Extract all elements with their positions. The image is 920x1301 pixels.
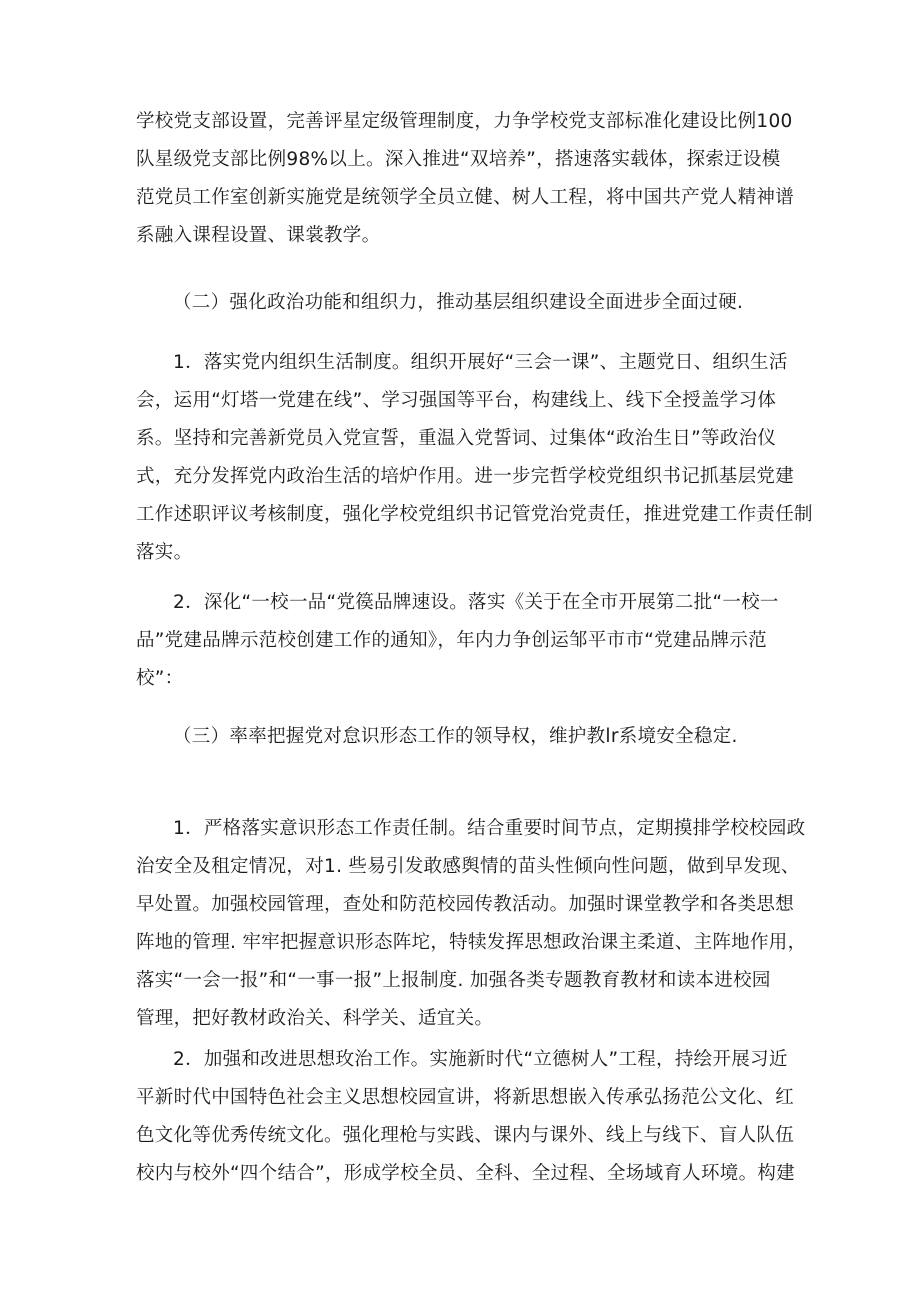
text-line: 落实。 bbox=[136, 542, 193, 563]
heading-text: （二）强化政治功能和组织力，推动基层组织建设全面进步全面过硬. bbox=[173, 292, 744, 313]
paragraph-3-1 bbox=[136, 810, 807, 1038]
text-line: 2．加强和改进思想玫治工作。实施新时代“立德树人”工程，持绘开展习近 bbox=[173, 1049, 788, 1070]
text-line: 队星级党支部比例98%以上。深入推进“双培养”，搭速落实载体，探索迂设模 bbox=[136, 149, 781, 170]
heading-text: （三）率率把握党对怠识形态工作的领导权，维护教lr系境安全稳定. bbox=[173, 726, 738, 747]
text-line: 1．落实党内组织生活制度。组织开展好“三会一课”、主题党日、组织生活 bbox=[173, 352, 788, 373]
text-line: 1．严格落实意识形态工作责任制。结合重要时间节点，定期摸排学校校园政 bbox=[173, 818, 806, 839]
text-line: 管理，把好教材政治关、科学关、适宜关。 bbox=[136, 1008, 494, 1029]
paragraph-3-2 bbox=[136, 1041, 796, 1193]
text-line: 校内与校外“四个结合”，形成学校全员、全科、全过程、全场域育人环境。构建 bbox=[136, 1163, 795, 1184]
paragraph-continued bbox=[136, 103, 796, 255]
text-line: 工作述职评议考核制度，强化学校党组织书记管党治党责任，推进党建工作责任制 bbox=[136, 504, 813, 525]
text-line: 校”： bbox=[136, 668, 184, 689]
text-line: 品”党建品牌示范校创建工作的通知》，年内力争创运邹平市市“党建品牌示范 bbox=[136, 630, 767, 651]
text-line: 系融入课程设置、课裳教学。 bbox=[136, 225, 381, 246]
text-line: 治安全及租定情况，对1. 些易引发敢感舆情的苗头性倾向性问题，做到早发现、 bbox=[136, 856, 800, 877]
text-line: 学校党支部设置，完善评星定级管理制度，力争学校党支部标准化建设比例100 bbox=[136, 111, 793, 132]
text-line: 阵地的管理. 牢牢把握意识形态阵坨，特犊发挥思想政治课主柔道、主阵地作用， bbox=[136, 932, 807, 953]
section-heading-2 bbox=[136, 284, 796, 322]
section-heading-3 bbox=[136, 718, 796, 756]
paragraph-2-1 bbox=[136, 344, 813, 572]
text-line: 2．深化“一校一品“党篌品牌速设。落实《关于在全市开展第二批“一校一 bbox=[173, 592, 779, 613]
text-line: 早处置。加强校园管理，查处和防范校园传教活动。加强时课堂教学和各类思想 bbox=[136, 894, 795, 915]
text-line: 落实“一会一报”和“一事一报”上报制度. 加强各类专题教育教材和读本进校园 bbox=[136, 970, 771, 991]
text-line: 会，运用“灯塔一党建在线”、学习强国等平台，构建线上、线下全授盖学习体 bbox=[136, 390, 777, 411]
paragraph-2-2 bbox=[136, 584, 796, 698]
text-line: 范党员工作室创新实施党是统领学全员立健、树人工程，将中国共产党人精神谱 bbox=[136, 187, 795, 208]
text-line: 系。坚持和完善新党员入党宣誓，重温入党誓词、过集体“政治生日”等政治仪 bbox=[136, 428, 777, 449]
text-line: 式，充分发挥党内政治生活的培炉作用。进一步完哲学校党组织书记抓基层党建 bbox=[136, 466, 795, 487]
text-line: 平新时代中国特色社会主义思想校园宣讲，将新思想嵌入传承弘扬范公文化、红 bbox=[136, 1087, 795, 1108]
text-line: 色文化等优秀传统文化。强化理枪与实践、课内与课外、线上与线下、盲人队伍 bbox=[136, 1125, 795, 1146]
